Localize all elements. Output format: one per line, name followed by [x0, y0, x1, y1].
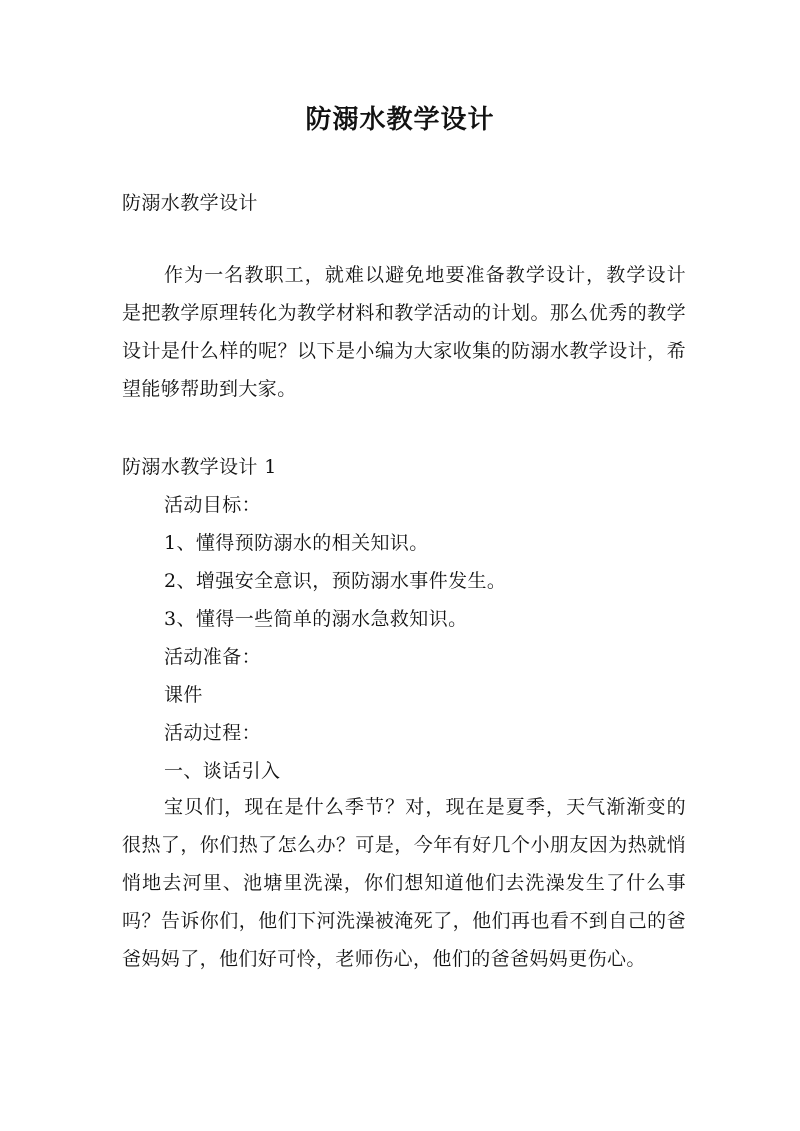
goals-label: 活动目标：	[164, 494, 262, 516]
document-subtitle: 防溺水教学设计	[122, 192, 258, 214]
document-title: 防溺水教学设计	[305, 105, 495, 135]
goal-item-3: 3、懂得一些简单的溺水急救知识。	[164, 608, 468, 630]
step-1-paragraph: 宝贝们，现在是什么季节？对，现在是夏季，天气渐渐变的很热了，你们热了怎么办？可是，今年有好几个小朋友因为热就悄悄地去河里、池塘里洗澡，你们想知道他们去洗澡发生了什么事吗？告诉你们，他们下河洗澡被淹死了，他们再也看不到自己的爸爸妈妈了，他们好可怜，老师伤心，他们的爸爸妈妈更伤心。	[122, 796, 686, 970]
section-heading: 防溺水教学设计 1	[122, 456, 277, 478]
goal-item-1: 1、懂得预防溺水的相关知识。	[164, 532, 429, 554]
prep-value: 课件	[164, 684, 203, 706]
intro-paragraph: 作为一名教职工，就难以避免地要准备教学设计，教学设计是把教学原理转化为教学材料和教学活动的计划。那么优秀的教学设计是什么样的呢？以下是小编为大家收集的防溺水教学设计，希望能够帮助到大家。	[122, 264, 686, 400]
goal-item-2: 2、增强安全意识，预防溺水事件发生。	[164, 570, 507, 592]
step-1-label: 一、谈话引入	[164, 760, 281, 782]
process-label: 活动过程：	[164, 722, 262, 744]
prep-label: 活动准备：	[164, 646, 262, 668]
